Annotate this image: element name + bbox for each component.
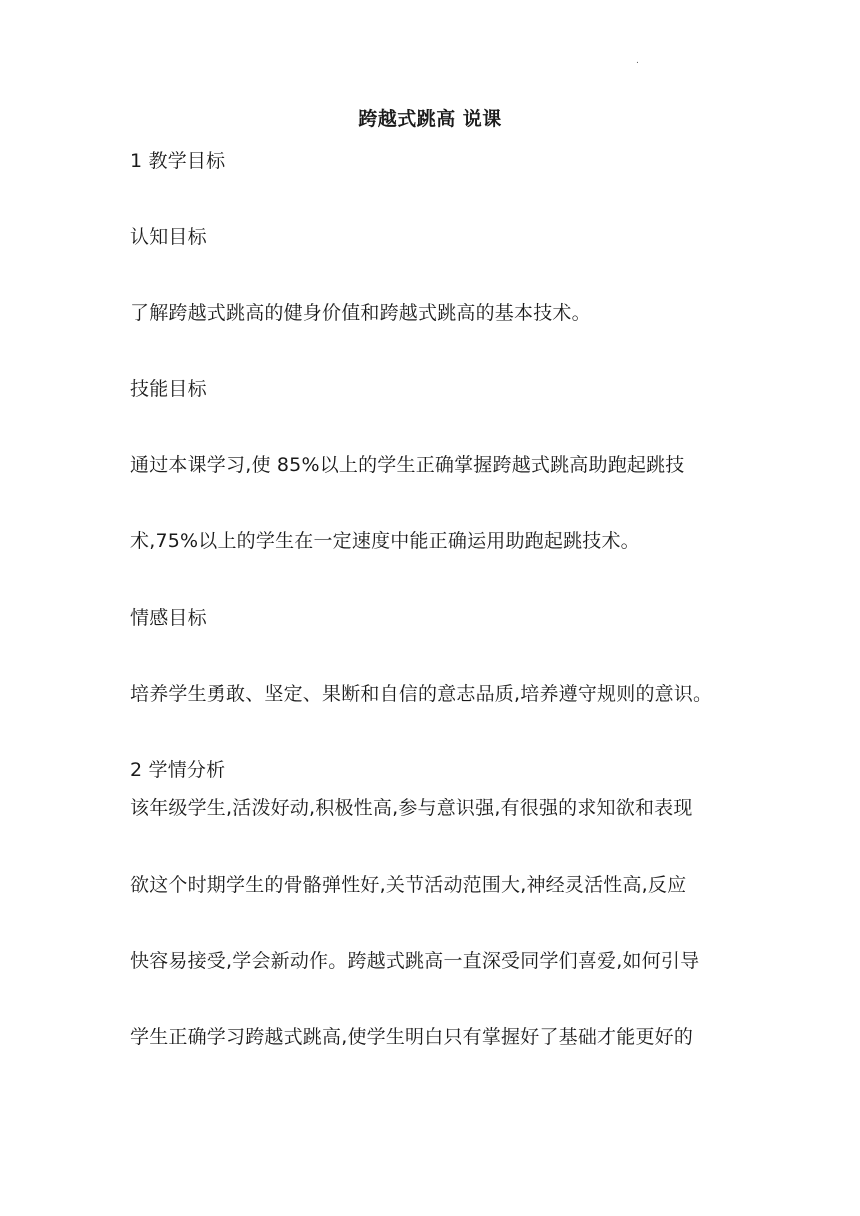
- page-marker-dot: .: [636, 56, 639, 66]
- paragraph-line: 欲这个时期学生的骨骼弹性好,关节活动范围大,神经灵活性高,反应: [130, 874, 687, 896]
- document-title: 跨越式跳高 说课: [358, 108, 502, 130]
- paragraph-line: 了解跨越式跳高的健身价值和跨越式跳高的基本技术。: [130, 302, 591, 324]
- paragraph-line: 学生正确学习跨越式跳高,使学生明白只有掌握好了基础才能更好的: [130, 1026, 694, 1048]
- paragraph-line: 通过本课学习,使 85%以上的学生正确掌握跨越式跳高助跑起跳技: [130, 454, 685, 476]
- section-heading-student-analysis: 2 学情分析: [130, 759, 226, 781]
- paragraph-line: 术,75%以上的学生在一定速度中能正确运用助跑起跳技术。: [130, 530, 640, 552]
- subheading-skill-goals: 技能目标: [130, 378, 207, 400]
- section-heading-teaching-goals: 1 教学目标: [130, 150, 226, 172]
- paragraph-line: 该年级学生,活泼好动,积极性高,参与意识强,有很强的求知欲和表现: [130, 797, 693, 819]
- paragraph-line: 快容易接受,学会新动作。跨越式跳高一直深受同学们喜爱,如何引导: [130, 950, 700, 972]
- paragraph-line: 培养学生勇敢、坚定、果断和自信的意志品质,培养遵守规则的意识。: [130, 683, 713, 705]
- subheading-cognitive-goals: 认知目标: [130, 226, 207, 248]
- subheading-emotional-goals: 情感目标: [130, 607, 207, 629]
